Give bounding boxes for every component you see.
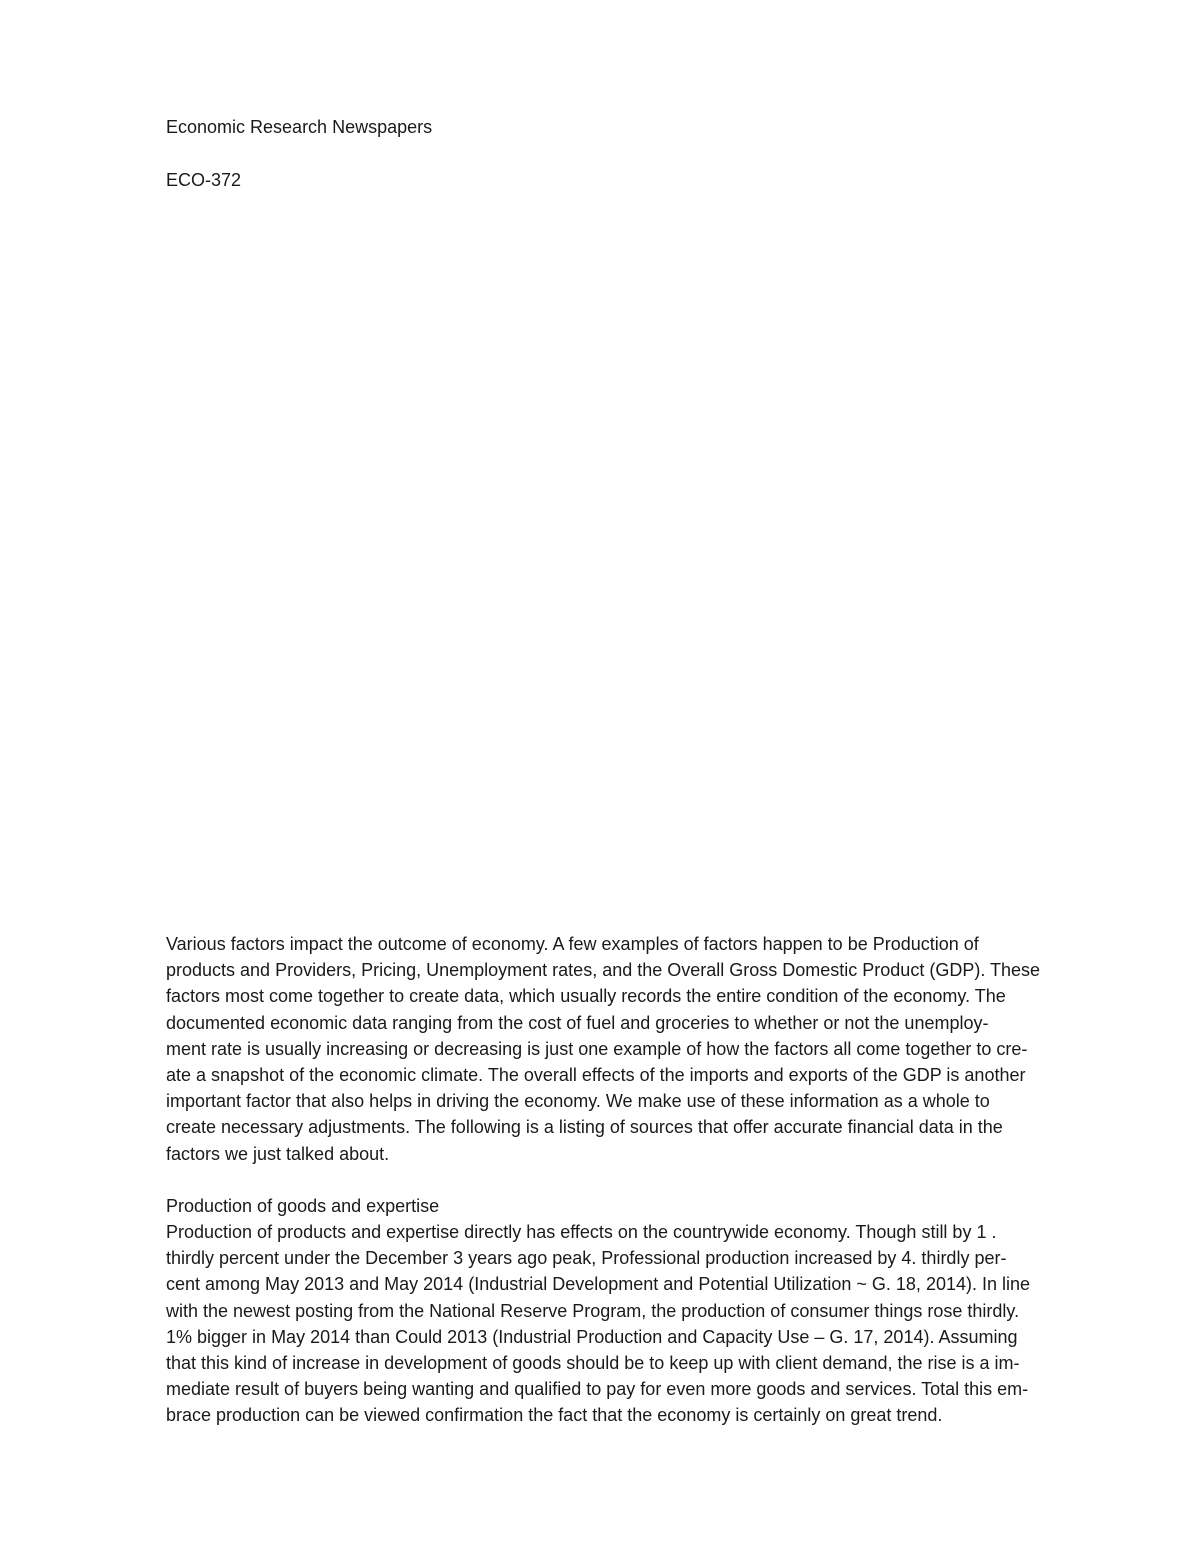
intro-line: ate a snapshot of the economic climate. The overall effects of the imports and exports of the GDP is another [166,1065,1026,1086]
intro-line: factors most come together to create data, which usually records the entire condition of the economy. The [166,986,1006,1007]
intro-line: products and Providers, Pricing, Unemployment rates, and the Overall Gross Domestic Product (GDP). These [166,960,1041,981]
section-line: with the newest posting from the National Reserve Program, the production of consumer things rose thirdly. [166,1300,1020,1321]
intro-line: create necessary adjustments. The following is a listing of sources that offer accurate financial data in the [166,1117,1003,1138]
section-line: thirdly percent under the December 3 years ago peak, Professional production increased by 4. thirdly per- [166,1248,1007,1269]
intro-paragraph [166,931,1126,1167]
section-line: 1% bigger in May 2014 than Could 2013 (Industrial Production and Capacity Use – G. 17, 2014). Assuming [166,1326,1018,1347]
intro-line: factors we just talked about. [166,1143,390,1164]
section-line: Production of products and expertise directly has effects on the countrywide economy. Though still by 1 . [166,1222,997,1242]
section-line: that this kind of increase in development of goods should be to keep up with client demand, the rise is a im- [166,1353,1020,1374]
intro-line: ment rate is usually increasing or decreasing is just one example of how the factors all come together to cre- [166,1038,1028,1059]
document-title: Economic Research Newspapers [166,117,433,137]
section-line: brace production can be viewed confirmation the fact that the economy is certainly on great trend. [166,1405,943,1426]
intro-line: important factor that also helps in driving the economy. We make use of these information as a whole to [166,1091,990,1112]
course-code: ECO-372 [166,170,242,190]
section-heading [166,1193,1126,1219]
section-paragraph [166,1219,1126,1429]
intro-line: documented economic data ranging from the cost of fuel and groceries to whether or not the unemploy- [166,1012,989,1033]
section-heading-text: Production of goods and expertise [166,1196,440,1216]
section-line: mediate result of buyers being wanting and qualified to pay for even more goods and services. Total this em- [166,1379,1029,1400]
section-line: cent among May 2013 and May 2014 (Industrial Development and Potential Utilization ~ G. 18, 2014). In line [166,1274,1031,1295]
intro-line: Various factors impact the outcome of economy. A few examples of factors happen to be Production of [166,934,979,954]
